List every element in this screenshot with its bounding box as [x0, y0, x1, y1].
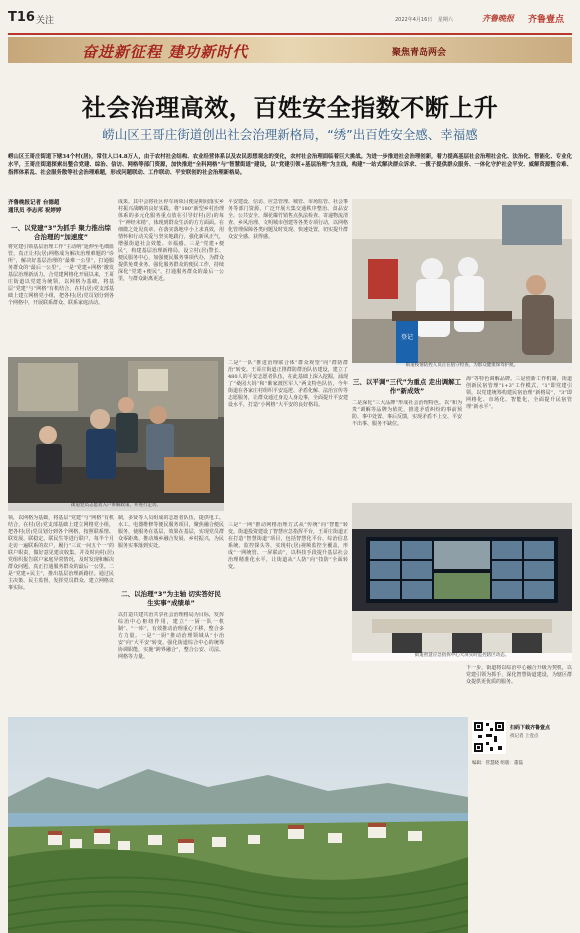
- editor-credit: 编辑：管慧晓 组版：董磊: [472, 761, 523, 766]
- subhead-2: 二、以治理“3”为主轴 切实答好民生实事“成绩单”: [121, 590, 221, 607]
- headline: 社会治理高效，百姓安全指数不断上升: [81, 94, 499, 122]
- column-1-text-b: 领，以网格为基础，将基层“党建”与“网格”有机结合，在村(居)党支部基础上建立网格党小组，把各村(居)党员划分到各个网格，按照联系情、联发展、联稳定、联民生等进行联户，每半个月走访一遍联系的农户，履行“三议一问五个一”的联户职责，做好意见建议收集、并及时向村(居)党组织报告联户家庭异常情况，及时发现和解决群众问题，真正打通服务群众的最后一公里。二是“党建+民主”，推出基层治理新路径。通过民主决策、民主监督，发挥党员群众、建立网格议事实际。: [8, 515, 114, 591]
- photo-3-caption: 街道智慧应急指挥中心大屏实时监控辖区动态。: [352, 653, 572, 661]
- photo-1-caption: 街道党员志愿者入户讲解政策，并进行走访。: [8, 503, 224, 511]
- photo-coastal-village-image: [8, 717, 468, 933]
- weekday-text: 星期六: [437, 17, 453, 23]
- banner-column-name: 聚焦青岛两会: [392, 48, 447, 58]
- photo-2-caption: 街道疫情防控人员正在值守检查，为群众健康保驾护航。: [352, 363, 572, 371]
- photo-command-center: [352, 503, 572, 661]
- photo-volunteer-visit: [8, 357, 224, 511]
- photo-epidemic-checkpoint-image: [352, 199, 572, 371]
- byline: [8, 199, 120, 215]
- lead-paragraph: 崂山区王哥庄街道下辖34个村(居)，常住人口4.8万人，由于农村社会结构、农业经营体系以及农民思想观念的变化，农村社会治理面临着巨大挑战。为进一步推进社会治理创新，着力提高基层社会治理社会化、法治化、智能化、专业化水平，王哥庄街道探索出整合党建、综治、信访、网格等部门资源，加快推进“全科网格”与“智慧街道”建设，以“党建引领+基层治理”为主线，构建“一站式解决群众诉求、一揽子提供群众服务、一体化守护社会平安、威解资源整合难、指挥体系乱、社会服务散等社会治理难题，形成问题联动、工作联动、平安联创的社会治理新格局。: [8, 154, 572, 176]
- photo-volunteer-visit-image: [8, 357, 224, 511]
- byline-correspondents: 通讯员 李志邦 祝婷婷: [8, 208, 62, 214]
- brand-logo: 齐鲁壹点: [528, 15, 565, 25]
- theme-banner: [8, 37, 572, 63]
- column-4-text-c: 下一步，街道将以综治中心融合升级为契机，以党建引领为抓手，深化智慧街道建设，为辖区群众提供更优质的服务。: [466, 665, 572, 685]
- photo-coastal-village: [8, 717, 468, 933]
- column-2-text-c: 以打造共建共治共享社会治理格局为目标，发挥综治中心枢纽作用，建立“一厨一队一机制”、“一库”，有效推动治理重心下移，整合多方力量。一是“一厨”推动治理领域从“小治安”向“大平安”转变。强化街道综合中心的统筹协调职能，实施“跨界融合”，整合公安、司法、网格等力量。: [118, 612, 224, 660]
- column-3-text-c: 三是“一网”推动网格治理方式从“传统”向“智能”转变。街道投资建设了智慧应急指挥平台，王哥庄街道正在打造“智慧街道”项目，包括智慧化平台、综治信息系统、监控探头等，实现村(居)视频监控全覆盖，形成“一网统管、一屏联动”，以科技手段提升基层社会治理精准化水平，让街道从“人防”向“技防”全面转变。: [228, 522, 348, 570]
- header-rule: [8, 33, 572, 35]
- qr-title: 扫码下载齐鲁壹点: [510, 725, 551, 731]
- photo-epidemic-checkpoint: [352, 199, 572, 371]
- subheadline: 崂山区王哥庄街道创出社会治理新格局，“绣”出百姓安全感、幸福感: [102, 127, 478, 142]
- date-text: 2022年4月16日: [395, 17, 433, 23]
- registration-sign-text: 登记: [400, 334, 414, 341]
- qr-code-icon[interactable]: [472, 720, 506, 754]
- photo-command-center-image: [352, 503, 572, 661]
- column-3-text-a: 平安建设、信访、应急管理、城管、市场监管、社会事务等部门资源，广泛开展大集交通秩序整治、食品安全、公共安全、烟花爆竹销售点执法检查、寄递物流清查、乡风治理、文明城市创建等各类专项行动，以网格化管理保障各类问题及时发现、快速处置，切实提升群众安全感、获得感。: [228, 199, 348, 240]
- paper-logo: 齐鲁晚报: [482, 13, 514, 23]
- subhead-3: 三、以平调“三代”为重点 走出调解工作“新成效”: [352, 378, 462, 395]
- column-4-text-a: 海“等特色调解品牌。三是创新工作机制，街道创新民宿管理“1+3”工作模式，“1”即党建引领，以党建统筹构建民宿治理“新格局”，“3”即网格化、市场化、智能化，全面提升民宿管理“新水平”。: [466, 376, 572, 410]
- column-2-text-a: 成果。其中会将社区停车场项目便是期间落实乡村振兴战略的良好实践。将“180”新型乡村治理体系的多元化服务重点放在引导好村(居)的每个“神经末梢”，体现到群众生活的方方面面。在细微之处见真章、在落实落地中小上求真效，用情怀和行动关爱与坚实地践行，强化新风正气，增强街道社会效能、幸福感。三是“党建+便民”，构建基层治理新格局。设立村(居)警长、便民服务中心，加强便民服务事项代办，为群众提供免费业务、强化服务群众的便民工作，持续深化“党建+便民”，打通服务群众的最后一公里，与群众距离更近。: [118, 199, 224, 282]
- qr-subtitle: 找记者 上壹点: [510, 734, 539, 739]
- subhead-1: 一、以党建“3”为抓手 聚力推出综合治理的“加速度”: [11, 224, 111, 241]
- column-1-text-a: 将党建引领基层治理工作“主动纳”延伸至毛细血管，真正让村(居)网格成为解决治理难题的“诊所”，解决好基层治理的“最难一公里”，打通服务群众的“最后一公里”。一是“党建+网格”激发基层治理新活力。合党建网格化开展以来，王哥庄街道以党建为统领，以网格为基础，将基层“党建”与“网格”有机结合，在村(居)党支部基础上建立网格党小组，把各村(居)党员划分到各个网格中，开展联系群众、联系家庭活动。: [8, 244, 114, 306]
- byline-reporter: 齐鲁晚报记者 台德超: [8, 200, 60, 206]
- column-2-text-b: 制，多贤等人员组成的志愿者队伍，提供电工、水工、电器维修等便民服务项目，聚焦融合便民服务，使服务在基层，效果在基层，实现党员群众零距离，推动城乡融合发展、乡村振兴，为民服务实事落到实处。: [118, 515, 224, 549]
- issue-date: [395, 16, 453, 23]
- banner-slogan: 奋进新征程 建功新时代: [82, 43, 249, 61]
- page-number: T16: [8, 10, 35, 25]
- column-4-text-b: 二是深化“三大品牌”形成社会治理特色。以“和为贵”调解等品牌为依托，推进矛盾纠纷的事前预防、事中处置、事后反馈，实现矛盾不上交、平安不出事、服务不缺位。: [352, 400, 462, 427]
- column-3-text-b: 二是“一队”推进治理联合体“群众观望”向“群防群治”转变。王哥庄街道正推群防群治队伍建设，建立了480人的平安志愿者队伍，在此基础上深入挖掘，涌现了“桑园大妈”和“紫家渡医军人”两支特色队伍，今年街道在各家庄村组织平安巡逻、矛盾化解、法治宣传等志愿服务，让群众通过身边人身边事，全面提升平安建设水平，打造“小网格”大平安的良好格局。: [228, 360, 348, 408]
- section-name: 关注: [36, 16, 55, 26]
